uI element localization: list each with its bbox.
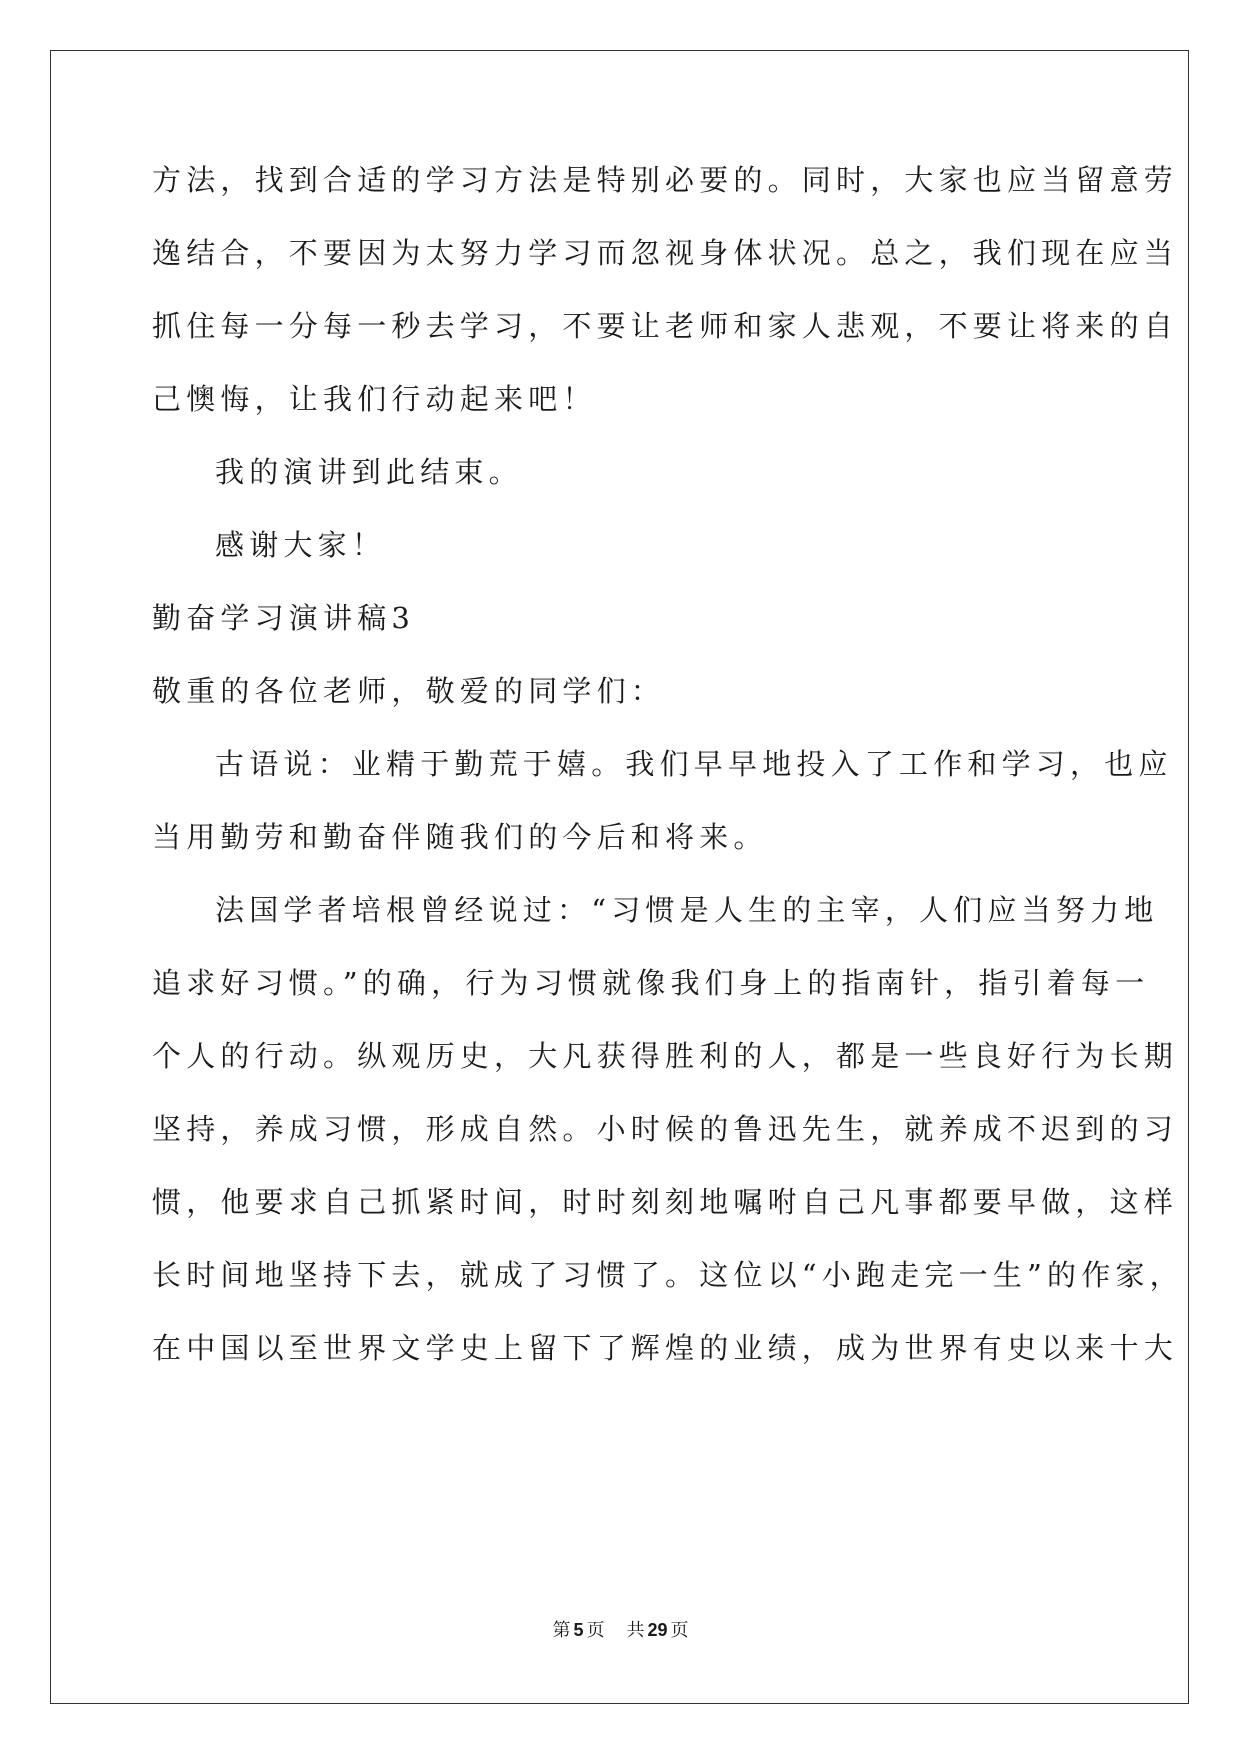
paragraph-line: 方法，找到合适的学习方法是特别必要的。同时，大家也应当留意劳 xyxy=(152,163,1179,197)
total-prefix: 共 xyxy=(626,1620,645,1641)
total-suffix: 页 xyxy=(670,1620,689,1641)
paragraph-line: 古语说：业精于勤荒于嬉。我们早早地投入了工作和学习，也应 xyxy=(215,747,1173,781)
paragraph-line: 惯，他要求自己抓紧时间，时时刻刻地嘱咐自己凡事都要早做，这样 xyxy=(152,1185,1179,1219)
paragraph-line: 己懊悔，让我们行动起来吧！ xyxy=(152,382,597,416)
paragraph-line: 当用勤劳和勤奋伴随我们的今后和将来。 xyxy=(152,820,768,854)
paragraph-line: 感谢大家！ xyxy=(215,528,387,562)
page-footer xyxy=(0,1618,1241,1643)
section-title: 勤奋学习演讲稿3 xyxy=(152,601,416,635)
paragraph-line: 法国学者培根曾经说过：“习惯是人生的主宰，人们应当努力地 xyxy=(215,893,1159,927)
paragraph-line: 长时间地坚持下去，就成了习惯了。这位以“小跑走完一生”的作家， xyxy=(152,1258,1184,1292)
paragraph-line: 在中国以至世界文学史上留下了辉煌的业绩，成为世界有史以来十大 xyxy=(152,1331,1179,1365)
page-border xyxy=(50,50,1189,1704)
paragraph-line: 抓住每一分每一秒去学习，不要让老师和家人悲观，不要让将来的自 xyxy=(152,309,1179,343)
total-pages: 29 xyxy=(647,1620,668,1640)
page-prefix: 第 xyxy=(552,1620,571,1641)
paragraph-line: 我的演讲到此结束。 xyxy=(215,455,523,489)
page-number: 5 xyxy=(573,1620,584,1640)
salutation: 敬重的各位老师，敬爱的同学们： xyxy=(152,674,666,708)
paragraph-line: 逸结合，不要因为太努力学习而忽视身体状况。总之，我们现在应当 xyxy=(152,236,1179,270)
paragraph-line: 追求好习惯。”的确，行为习惯就像我们身上的指南针，指引着每一 xyxy=(152,966,1150,1000)
paragraph-line: 坚持，养成习惯，形成自然。小时候的鲁迅先生，就养成不迟到的习 xyxy=(152,1112,1179,1146)
paragraph-line: 个人的行动。纵观历史，大凡获得胜利的人，都是一些良好行为长期 xyxy=(152,1039,1179,1073)
page-suffix: 页 xyxy=(586,1620,605,1641)
